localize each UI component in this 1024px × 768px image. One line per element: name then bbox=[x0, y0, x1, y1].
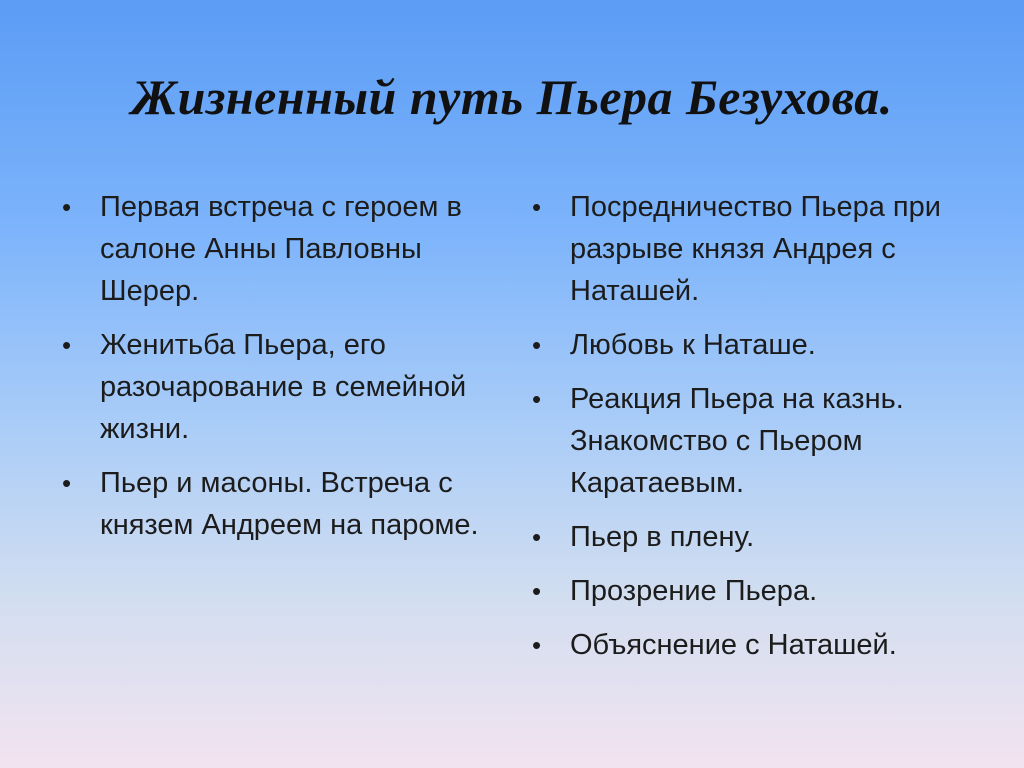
left-bullet-list bbox=[60, 186, 500, 558]
list-item bbox=[530, 570, 990, 612]
list-item-text: Реакция Пьера на казнь. Знакомство с Пьером Каратаевым. bbox=[570, 383, 904, 499]
list-item-text: Женитьба Пьера, его разочарование в семейной жизни. bbox=[100, 329, 467, 445]
list-item bbox=[530, 324, 990, 366]
list-item bbox=[530, 186, 990, 312]
list-item-text: Посредничество Пьера при разрыве князя Андрея с Наташей. bbox=[570, 191, 941, 307]
list-item bbox=[530, 624, 990, 666]
list-item-text: Первая встреча с героем в салоне Анны Павловны Шерер. bbox=[100, 191, 462, 307]
list-item-text: Пьер и масоны. Встреча с князем Андреем на пароме. bbox=[100, 467, 479, 541]
list-item-text: Пьер в плену. bbox=[570, 521, 755, 553]
list-item bbox=[530, 516, 990, 558]
bullet-icon: • bbox=[532, 576, 542, 606]
bullet-icon: • bbox=[532, 384, 542, 414]
right-bullet-list bbox=[530, 186, 990, 678]
bullet-icon: • bbox=[62, 192, 72, 222]
list-item bbox=[530, 378, 990, 504]
list-item-text: Объяснение с Наташей. bbox=[570, 629, 897, 661]
list-item-text: Любовь к Наташе. bbox=[570, 329, 816, 361]
slide-title: Жизненный путь Пьера Безухова. bbox=[131, 69, 893, 125]
list-item-text: Прозрение Пьера. bbox=[570, 575, 818, 607]
bullet-icon: • bbox=[62, 330, 72, 360]
bullet-icon: • bbox=[532, 192, 542, 222]
list-item bbox=[60, 186, 500, 312]
bullet-icon: • bbox=[532, 330, 542, 360]
bullet-icon: • bbox=[532, 630, 542, 660]
bullet-icon: • bbox=[532, 522, 542, 552]
list-item bbox=[60, 324, 500, 450]
bullet-icon: • bbox=[62, 468, 72, 498]
list-item bbox=[60, 462, 500, 546]
